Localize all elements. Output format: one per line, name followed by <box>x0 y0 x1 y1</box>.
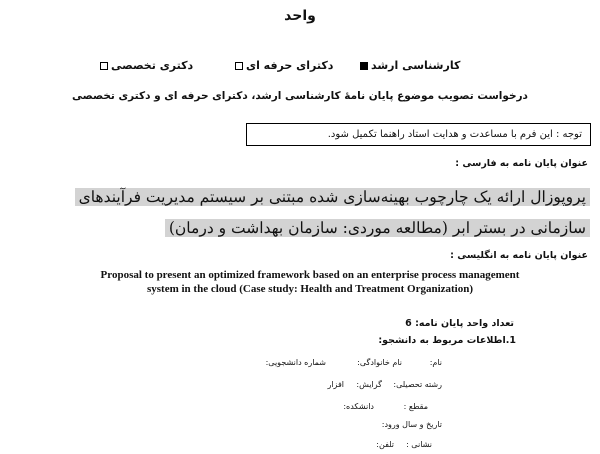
specialized-doctorate-label: دکتری تخصصی <box>111 59 194 72</box>
student-family-name-label: نام خانوادگی: <box>357 358 402 367</box>
english-title-line1: Proposal to present an optimized framework based on an enterprise process management <box>100 269 520 281</box>
student-name-label: نام: <box>429 358 442 367</box>
student-field-label: رشته تحصیلی: <box>393 380 442 389</box>
english-title-label: عنوان پایان نامه به انگلیسی : <box>450 250 588 261</box>
persian-title-line1-wrap <box>10 184 590 210</box>
persian-title-line2: سازمانی در بستر ابر (مطالعه موردی: سازمان بهداشت و درمان) <box>165 219 590 237</box>
masters-checkbox[interactable] <box>360 62 368 70</box>
masters-label: کارشناسی ارشد <box>371 59 461 72</box>
student-level-label: مقطع : <box>403 402 428 411</box>
english-title-line2: system in the cloud (Case study: Health and Treatment Organization) <box>146 283 474 295</box>
english-title <box>30 268 590 296</box>
degree-option-specialized-doctorate[interactable] <box>97 59 193 72</box>
student-faculty-label: دانشکده: <box>343 402 374 411</box>
page-title: واحد <box>284 8 316 24</box>
notice-box: توجه : این فرم با مساعدت و هدایت استاد راهنما تکمیل شود. <box>246 123 591 146</box>
professional-doctorate-checkbox[interactable] <box>235 62 243 70</box>
units-label: تعداد واحد پایان نامه: <box>415 318 514 329</box>
student-phone-label: تلفن: <box>376 440 394 449</box>
student-orientation-value: افزار <box>327 380 344 389</box>
student-orientation-label: گرایش: <box>356 380 382 389</box>
degree-option-professional-doctorate[interactable] <box>232 59 333 72</box>
units-row <box>405 318 514 329</box>
request-title: درخواست تصویب موضوع پایان نامۀ کارشناسی ارشد، دکترای حرفه ای و دکتری تخصصی <box>72 90 528 102</box>
degree-option-masters[interactable] <box>357 59 460 72</box>
specialized-doctorate-checkbox[interactable] <box>100 62 108 70</box>
student-address-label: نشانی : <box>406 440 432 449</box>
student-number-label: شماره دانشجویی: <box>265 358 326 367</box>
student-entry-date-label: تاریخ و سال ورود: <box>381 420 442 429</box>
persian-title-line2-wrap <box>10 215 590 241</box>
units-value: 6 <box>405 318 412 329</box>
persian-title-line1: پروپوزال ارائه یک چارچوب بهینه‌سازی شده مبتنی بر سیستم مدیریت فرآیندهای <box>75 188 590 206</box>
professional-doctorate-label: دکترای حرفه ای <box>246 59 334 72</box>
persian-title-label: عنوان پایان نامه به فارسی : <box>455 158 588 169</box>
student-section-title: 1.اطلاعات مربوط به دانشجو: <box>378 335 516 346</box>
